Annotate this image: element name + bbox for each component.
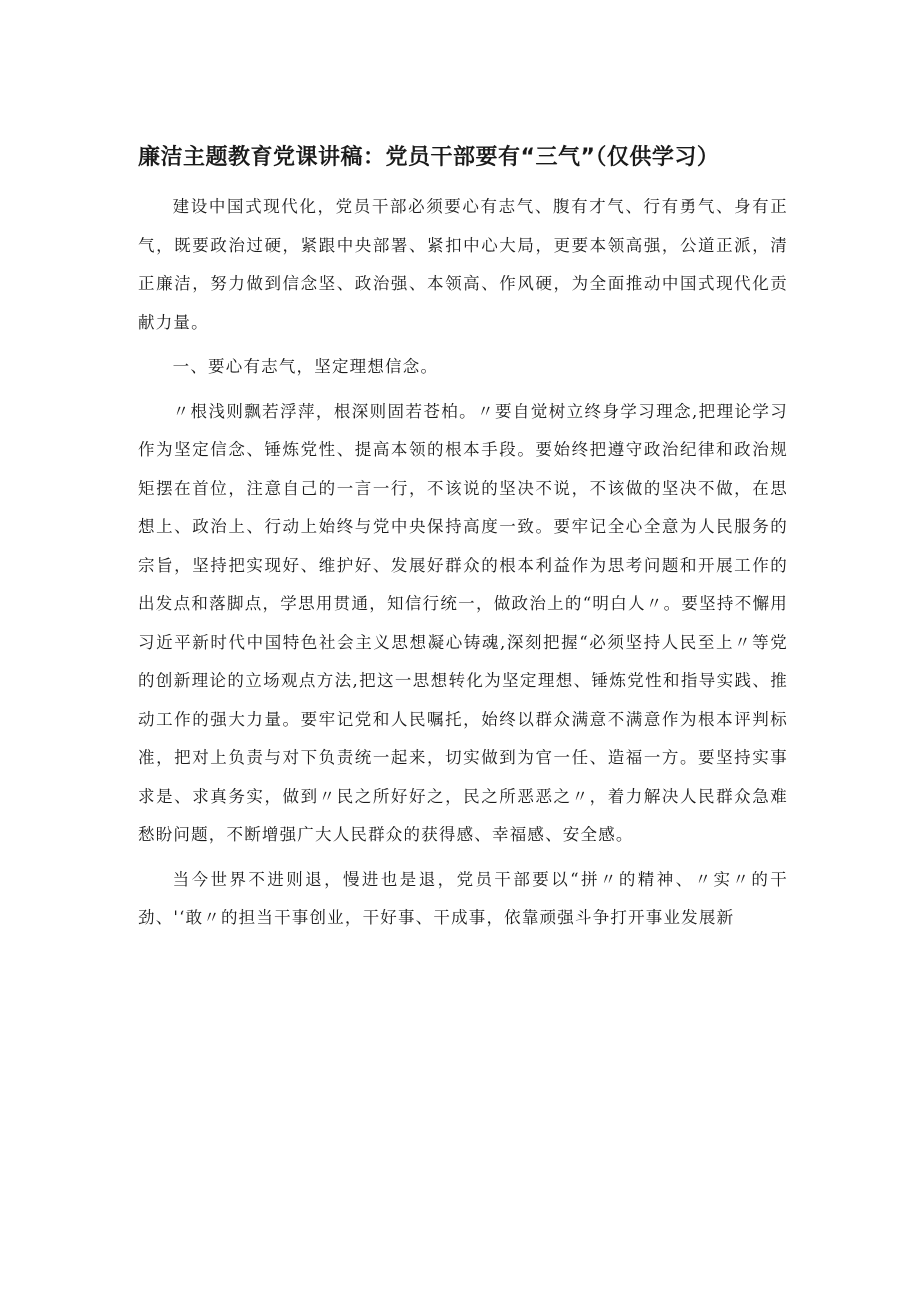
paragraph-continuation: 当今世界不进则退，慢进也是退，党员干部要以“拼〃的精神、〃实〃的干劲、'‘敢〃的担当干事创业，干好事、干成事，依靠顽强斗争打开事业发展新 [138, 869, 788, 927]
section-heading-1: 一、要心有志气，坚定理想信念。 [172, 357, 439, 376]
document-body [138, 188, 788, 938]
document-title: 廉洁主题教育党课讲稿：党员干部要有“三气”（仅供学习） [138, 145, 720, 170]
paragraph-intro: 建设中国式现代化，党员干部必须要心有志气、腹有才气、行有勇气、身有正气，既要政治过硬，紧跟中央部署、紧扣中心大局，更要本领高强，公道正派，清正廉洁，努力做到信念坚、政治强、本领高、作风硬，为全面推动中国式现代化贡献力量。 [138, 197, 788, 332]
paragraph-section-1: 〃根浅则飘若浮萍，根深则固若苍柏。〃要自觉树立终身学习理念,把理论学习作为坚定信念、锤炼党性、提高本领的根本手段。要始终把遵守政治纪律和政治规矩摆在首位，注意自己的一言一行，不该说的坚决不说，不该做的坚决不做，在思想上、政治上、行动上始终与党中央保持高度一致。要牢记全心全意为人民服务的宗旨，坚持把实现好、维护好、发展好群众的根本利益作为思考问题和开展工作的出发点和落脚点，学思用贯通，知信行统一，做政治上的“明白人〃。要坚持不懈用习近平新时代中国特色社会主义思想凝心铸魂,深刻把握“必须坚持人民至上〃等党的创新理论的立场观点方法,把这一思想转化为坚定理想、锤炼党性和指导实践、推动工作的强大力量。要牢记党和人民嘱托，始终以群众满意不满意作为根本评判标准，把对上负责与对下负责统一起来，切实做到为官一任、造福一方。要坚持实事求是、求真务实，做到〃民之所好好之，民之所恶恶之〃，着力解决人民群众急难愁盼问题，不断增强广大人民群众的获得感、幸福感、安全感。 [138, 401, 788, 844]
